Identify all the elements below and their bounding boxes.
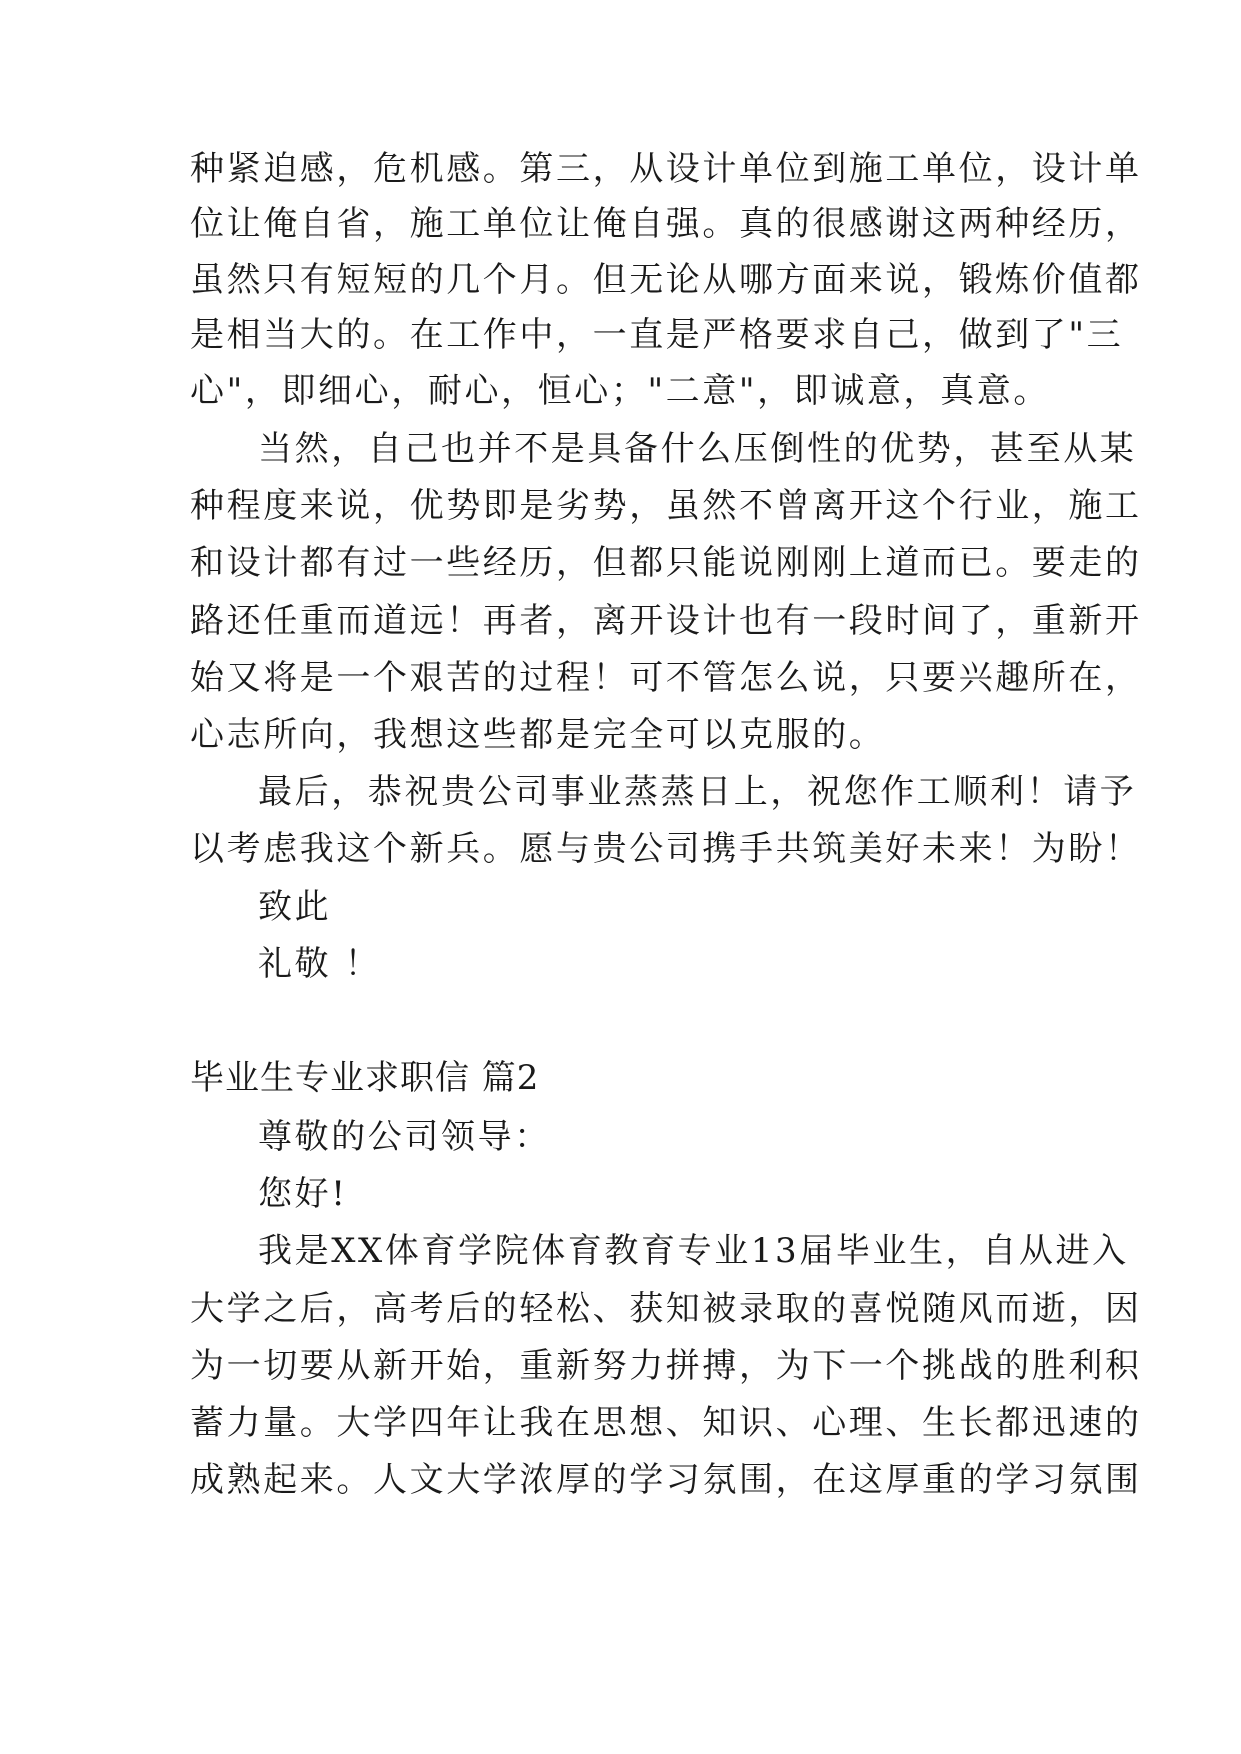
- paragraph-line: 成熟起来。人文大学浓厚的学习氛围，在这厚重的学习氛围: [190, 1460, 1142, 1500]
- paragraph-line: 以考虑我这个新兵。愿与贵公司携手共筑美好未来！为盼！: [190, 829, 1142, 869]
- greeting-line: 您好!: [258, 1174, 348, 1214]
- paragraph-line: 当然，自己也并不是具备什么压倒性的优势，甚至从某: [258, 429, 1137, 469]
- closing-line: 致此: [258, 887, 332, 927]
- paragraph-line: 最后，恭祝贵公司事业蒸蒸日上，祝您作工顺利！请予: [258, 772, 1137, 812]
- paragraph-line: 位让俺自省，施工单位让俺自强。真的很感谢这两种经历，: [190, 204, 1142, 244]
- paragraph-line: 心"，即细心，耐心，恒心；"二意"，即诚意，真意。: [190, 371, 1050, 411]
- salutation-line: 尊敬的公司领导：: [258, 1117, 551, 1157]
- paragraph-line: 种程度来说，优势即是劣势，虽然不曾离开这个行业，施工: [190, 486, 1142, 526]
- paragraph-line: 始又将是一个艰苦的过程！可不管怎么说，只要兴趣所在，: [190, 658, 1142, 698]
- paragraph-line: 和设计都有过一些经历，但都只能说刚刚上道而已。要走的: [190, 543, 1142, 583]
- paragraph-line: 大学之后，高考后的轻松、获知被录取的喜悦随风而逝，因: [190, 1289, 1142, 1329]
- paragraph-line: 心志所向，我想这些都是完全可以克服的。: [190, 715, 886, 755]
- paragraph-line: 是相当大的。在工作中，一直是严格要求自己，做到了"三: [190, 315, 1124, 355]
- paragraph-line: 蓄力量。大学四年让我在思想、知识、心理、生长都迅速的: [190, 1403, 1142, 1443]
- paragraph-line: 虽然只有短短的几个月。但无论从哪方面来说，锻炼价值都: [190, 260, 1142, 300]
- closing-line: 礼敬 ！: [258, 944, 382, 984]
- paragraph-line: 我是XX体育学院体育教育专业13届毕业生，自从进入: [258, 1231, 1129, 1271]
- paragraph-line: 为一切要从新开始，重新努力拼搏，为下一个挑战的胜利积: [190, 1346, 1142, 1386]
- paragraph-line: 种紧迫感，危机感。第三，从设计单位到施工单位，设计单: [190, 149, 1142, 189]
- paragraph-line: 路还任重而道远！再者，离开设计也有一段时间了，重新开: [190, 601, 1142, 641]
- section-heading: 毕业生专业求职信 篇2: [190, 1058, 540, 1098]
